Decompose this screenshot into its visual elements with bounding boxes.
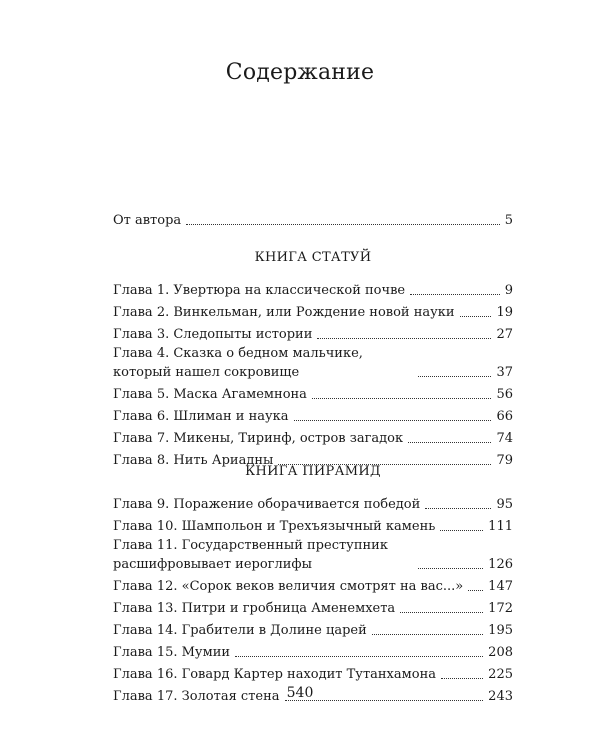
dot-leader	[372, 634, 483, 635]
toc-entry-label: Глава 16. Говард Картер находит Тутанхамона	[113, 667, 436, 682]
toc-entry-label: От автора	[113, 213, 182, 228]
toc-entry-page: 19	[496, 305, 513, 320]
toc-entry	[113, 536, 513, 574]
toc-entry	[113, 574, 513, 596]
toc-entry	[113, 492, 513, 514]
dot-leader	[235, 656, 483, 657]
dot-leader	[418, 376, 491, 377]
dot-leader	[460, 316, 492, 317]
toc-entry	[113, 278, 513, 300]
toc-entry	[113, 322, 513, 344]
dot-leader	[468, 590, 483, 591]
toc-entry-page: 243	[488, 689, 513, 704]
dot-leader	[440, 530, 483, 531]
toc-entry-label: Глава 11. Государственный преступник расшифровывает иероглифы	[113, 538, 388, 572]
toc-entry-label: Глава 3. Следопыты истории	[113, 327, 313, 342]
toc-entry-page: 27	[496, 327, 513, 342]
toc-entry-page: 5	[504, 213, 513, 228]
toc-section-statues	[113, 248, 513, 470]
toc-entry-label: Глава 5. Маска Агамемнона	[113, 387, 307, 402]
dot-leader	[312, 398, 492, 399]
dot-leader	[425, 508, 491, 509]
dot-leader	[418, 568, 483, 569]
toc-entry-label: Глава 12. «Сорок веков величия смотрят на вас...»	[113, 579, 464, 594]
dot-leader	[317, 338, 491, 339]
toc-entry-page: 95	[496, 497, 513, 512]
toc-entry-page: 225	[488, 667, 513, 682]
toc-entry	[113, 208, 513, 230]
toc-entry-label: Глава 15. Мумии	[113, 645, 231, 660]
toc-entry-label: Глава 2. Винкельман, или Рождение новой науки	[113, 305, 455, 320]
toc-entry-page: 74	[496, 431, 513, 446]
toc-entry-label: Глава 1. Увертюра на классической почве	[113, 283, 406, 298]
toc-entry-page: 172	[488, 601, 513, 616]
toc-entry	[113, 596, 513, 618]
toc-entry-page: 195	[488, 623, 513, 638]
toc-entry-page: 56	[496, 387, 513, 402]
toc-entry	[113, 382, 513, 404]
toc-entry-page: 79	[496, 453, 513, 468]
toc-entry-label: Глава 7. Микены, Тиринф, остров загадок	[113, 431, 404, 446]
dot-leader	[400, 612, 483, 613]
toc-entry-page: 111	[488, 519, 513, 534]
toc-entry	[113, 640, 513, 662]
toc-entry	[113, 344, 513, 382]
toc-entry	[113, 426, 513, 448]
toc-section-pyramids	[113, 462, 513, 706]
section-heading: КНИГА ПИРАМИД	[245, 464, 381, 479]
section-heading: КНИГА СТАТУЙ	[254, 250, 372, 265]
toc-entry-page: 147	[488, 579, 513, 594]
toc-entry-page: 126	[488, 557, 513, 572]
toc-entry	[113, 618, 513, 640]
page-title: Содержание	[225, 60, 375, 85]
toc-entry-page: 37	[496, 365, 513, 380]
toc-entry-page: 208	[488, 645, 513, 660]
page-number: 540	[286, 685, 314, 701]
toc-entry-page: 66	[496, 409, 513, 424]
dot-leader	[441, 678, 483, 679]
toc-entry	[113, 300, 513, 322]
toc-entry	[113, 404, 513, 426]
toc-entry-label: Глава 10. Шампольон и Трехъязычный камень	[113, 519, 436, 534]
dot-leader	[410, 294, 500, 295]
toc-entry	[113, 662, 513, 684]
toc-entry-label: Глава 4. Сказка о бедном мальчике, который нашел сокровище	[113, 346, 363, 380]
toc-intro	[113, 208, 513, 230]
toc-entry-label: Глава 17. Золотая стена	[113, 689, 280, 704]
dot-leader	[186, 224, 500, 225]
toc-entry-page: 9	[504, 283, 513, 298]
dot-leader	[408, 442, 491, 443]
toc-entry-label: Глава 14. Грабители в Долине царей	[113, 623, 367, 638]
toc-entry-label: Глава 9. Поражение оборачивается победой	[113, 497, 421, 512]
toc-entry-label: Глава 13. Питри и гробница Аменемхета	[113, 601, 396, 616]
toc-entry-label: Глава 6. Шлиман и наука	[113, 409, 289, 424]
toc-entry	[113, 514, 513, 536]
toc-entry-label: Глава 8. Нить Ариадны	[113, 453, 274, 468]
dot-leader	[294, 420, 492, 421]
